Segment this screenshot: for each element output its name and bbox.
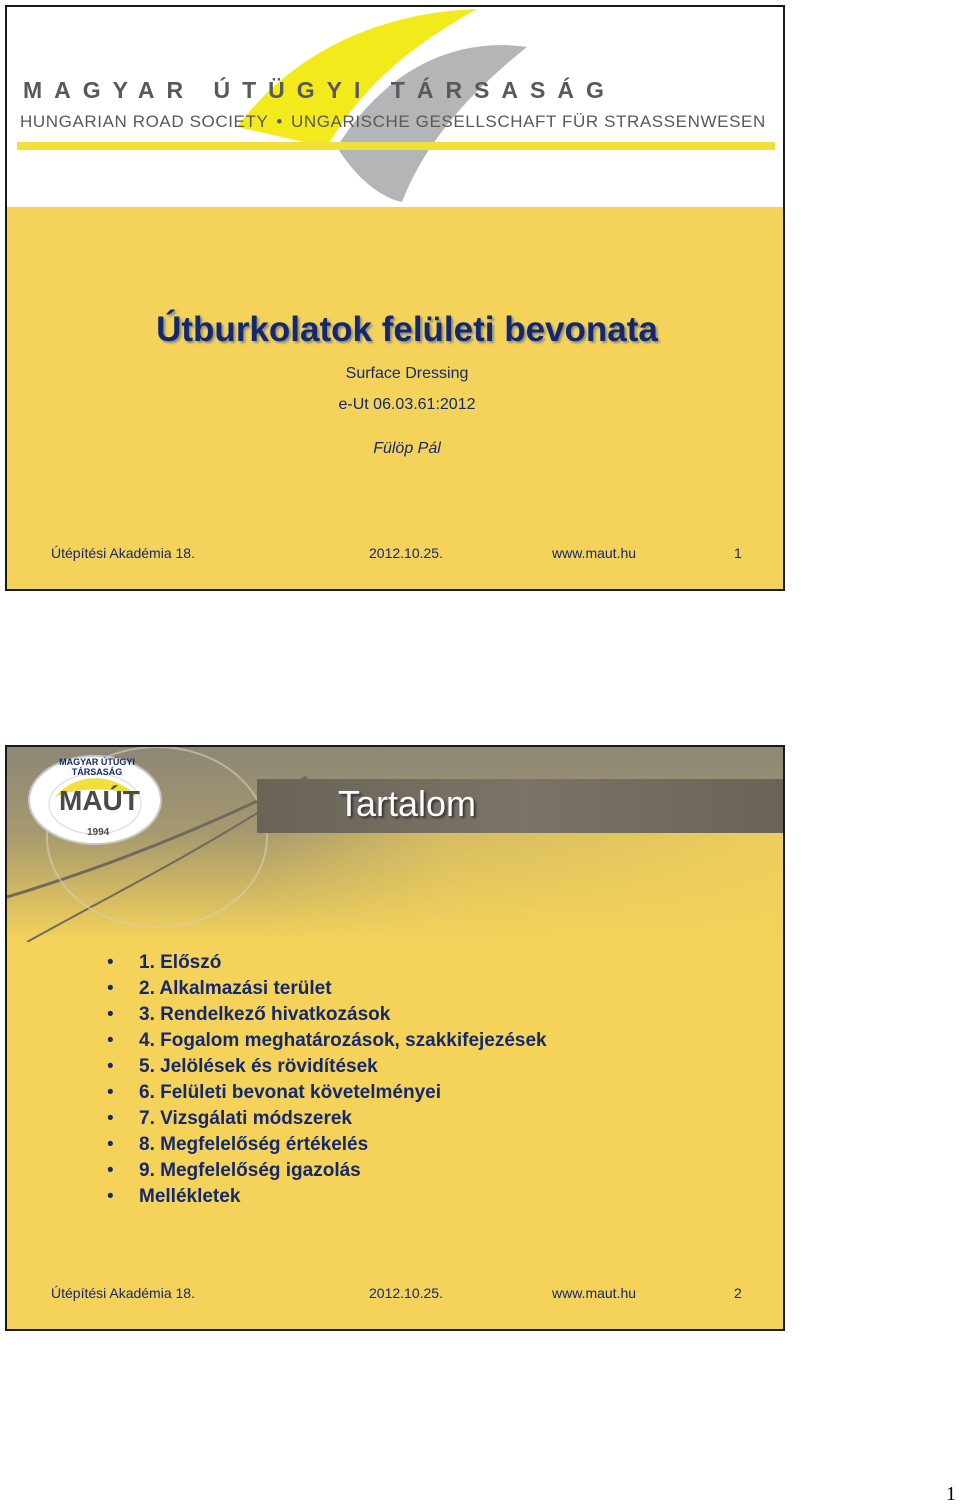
- toc-item: [107, 976, 547, 1002]
- table-of-contents: [107, 950, 547, 1210]
- footer-date: 2012.10.25.: [369, 545, 443, 561]
- toc-item-text: 9. Megfelelőség igazolás: [139, 1160, 361, 1181]
- toc-item-text: 7. Vizsgálati módszerek: [139, 1108, 352, 1129]
- page-number: 1: [946, 1483, 956, 1505]
- toc-item: [107, 1158, 547, 1184]
- separator-dot: •: [276, 112, 283, 131]
- toc-item-text: 3. Rendelkező hivatkozások: [139, 1004, 391, 1025]
- logo-underline: [17, 142, 775, 150]
- slide-2: [5, 745, 785, 1331]
- toc-item: [107, 1106, 547, 1132]
- footer-url[interactable]: www.maut.hu: [552, 1285, 637, 1301]
- toc-item-text: 4. Fogalom meghatározások, szakkifejezések: [139, 1030, 547, 1051]
- toc-item-text: 1. Előszó: [139, 952, 222, 973]
- slide-1-header: [7, 7, 783, 207]
- bullet-glyph: •: [107, 952, 114, 973]
- maut-logo-ring-text: MAGYAR ÚTÜGYI TÁRSASÁG: [59, 757, 135, 777]
- maut-logo-year: 1994: [87, 827, 110, 838]
- footer-url[interactable]: www.maut.hu: [552, 545, 637, 561]
- slide-2-title: Tartalom: [337, 783, 477, 824]
- bullet-glyph: •: [107, 1134, 114, 1155]
- bullet-glyph: •: [107, 1082, 114, 1103]
- bullet-glyph: •: [107, 1030, 114, 1051]
- slide-1-title: Útburkolatok felületi bevonata: [156, 310, 658, 349]
- footer-event: Útépítési Akadémia 18.: [51, 1285, 195, 1301]
- bullet-glyph: •: [107, 1004, 114, 1025]
- slide-1-code: e-Ut 06.03.61:2012: [338, 396, 476, 413]
- toc-item: [107, 1080, 547, 1106]
- bullet-glyph: •: [107, 1160, 114, 1181]
- footer-date: 2012.10.25.: [369, 1285, 443, 1301]
- bullet-glyph: •: [107, 1186, 114, 1207]
- bullet-glyph: •: [107, 978, 114, 999]
- bullet-glyph: •: [107, 1056, 114, 1077]
- toc-item-text: 2. Alkalmazási terület: [139, 978, 332, 999]
- org-name-english: HUNGARIAN ROAD SOCIETY: [20, 112, 269, 131]
- toc-item-text: 5. Jelölések és rövidítések: [139, 1056, 378, 1077]
- slide-1-author: Fülöp Pál: [373, 440, 441, 457]
- toc-item-text: 6. Felületi bevonat követelményei: [139, 1082, 441, 1103]
- road-swoosh-logo-graphic: [7, 7, 785, 207]
- org-name-subline: [20, 112, 780, 132]
- org-name-german: UNGARISCHE GESELLSCHAFT FÜR STRASSENWESEN: [290, 112, 766, 131]
- bullet-glyph: •: [107, 1108, 114, 1129]
- toc-item: [107, 1054, 547, 1080]
- footer-slide-number: 1: [734, 545, 742, 561]
- slide-1-subtitle: Surface Dressing: [345, 365, 469, 382]
- toc-item-text: 8. Megfelelőség értékelés: [139, 1134, 369, 1155]
- footer-slide-number: 2: [734, 1285, 742, 1301]
- org-name-hungarian: MAGYAR ÚTÜGYI TÁRSASÁG: [23, 77, 616, 103]
- footer-event: Útépítési Akadémia 18.: [51, 545, 195, 561]
- toc-item-text: Mellékletek: [139, 1186, 241, 1207]
- slide-1: [5, 5, 785, 591]
- maut-logo-acronym: MAÚT: [59, 785, 140, 816]
- toc-item: [107, 1028, 547, 1054]
- toc-item: [107, 1002, 547, 1028]
- toc-item: [107, 1184, 547, 1210]
- toc-item: [107, 950, 547, 976]
- toc-item: [107, 1132, 547, 1158]
